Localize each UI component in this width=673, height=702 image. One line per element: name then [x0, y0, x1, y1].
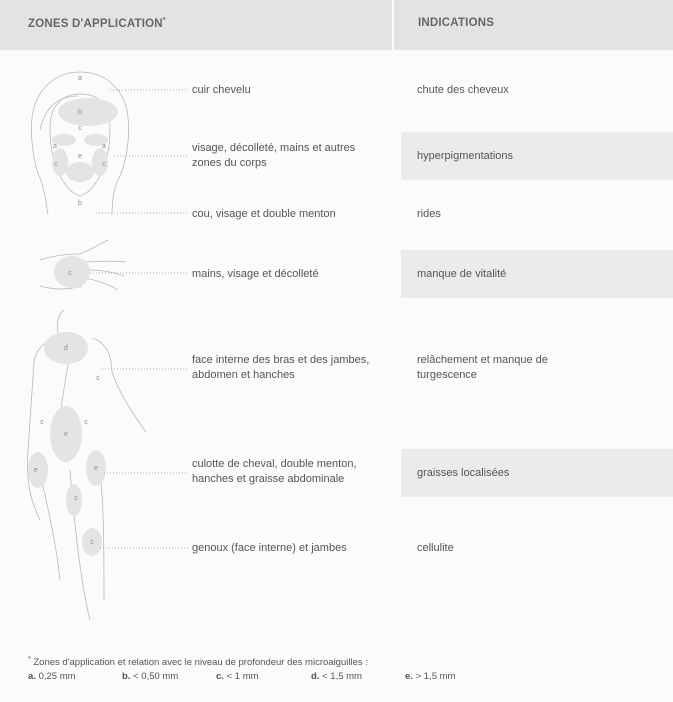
scale-item: a. 0,25 mm	[28, 671, 76, 682]
marker-e: e	[78, 153, 82, 160]
zone-hand-back	[54, 256, 90, 288]
marker-d: d	[64, 345, 68, 352]
marker-c: c	[84, 419, 88, 426]
marker-c: c	[74, 495, 78, 502]
indication-text: chute des cheveux	[417, 84, 509, 96]
zone-text: cuir chevelu	[192, 84, 251, 96]
marker-e: e	[64, 431, 68, 438]
zone-text: face interne des bras et des jambes, abdomen et hanches	[192, 354, 370, 381]
marker-c: c	[96, 375, 100, 382]
marker-c: c	[90, 539, 94, 546]
zone-hip-left	[28, 452, 48, 488]
zones-header-title: ZONES D'APPLICATION*	[28, 17, 166, 30]
indications-header-title: INDICATIONS	[418, 17, 495, 29]
indication-text: cellulite	[417, 542, 454, 554]
footnote-text: * Zones d'application et relation avec le niveau de profondeur des microaiguilles :	[28, 656, 368, 669]
marker-b: b	[78, 109, 82, 116]
marker-c: c	[68, 270, 72, 277]
zone-text: genoux (face interne) et jambes	[192, 542, 347, 554]
indication-text: graisses localisées	[417, 467, 510, 479]
zone-text: mains, visage et décolleté	[192, 268, 319, 280]
zone-text: visage, décolleté, mains et autres zones du corps	[192, 142, 356, 169]
zone-scalp	[58, 98, 118, 126]
marker-c: c	[40, 419, 44, 426]
marker-c: c	[54, 161, 58, 168]
zone-text: culotte de cheval, double menton, hanches et graisse abdominale	[192, 458, 357, 485]
scale-item: b. < 0,50 mm	[122, 671, 179, 682]
indication-text: manque de vitalité	[417, 268, 507, 280]
marker-b: b	[78, 200, 82, 207]
zone-text: cou, visage et double menton	[192, 208, 336, 220]
indication-text: rides	[417, 208, 441, 220]
marker-a: a	[102, 143, 106, 150]
scale-item: c. < 1 mm	[216, 671, 259, 682]
marker-c: c	[102, 161, 106, 168]
scale-item: d. < 1,5 mm	[311, 671, 362, 682]
head-outline	[31, 72, 128, 215]
zone-chin	[66, 162, 94, 182]
marker-c: c	[78, 125, 82, 132]
marker-e: e	[94, 465, 98, 472]
marker-a: a	[78, 75, 82, 82]
indication-text: relâchement et manque de turgescence	[417, 354, 548, 381]
indication-text: hyperpigmentations	[417, 150, 514, 162]
marker-e: e	[34, 467, 38, 474]
marker-a: a	[53, 143, 57, 150]
scale-item: e. > 1,5 mm	[405, 671, 456, 682]
